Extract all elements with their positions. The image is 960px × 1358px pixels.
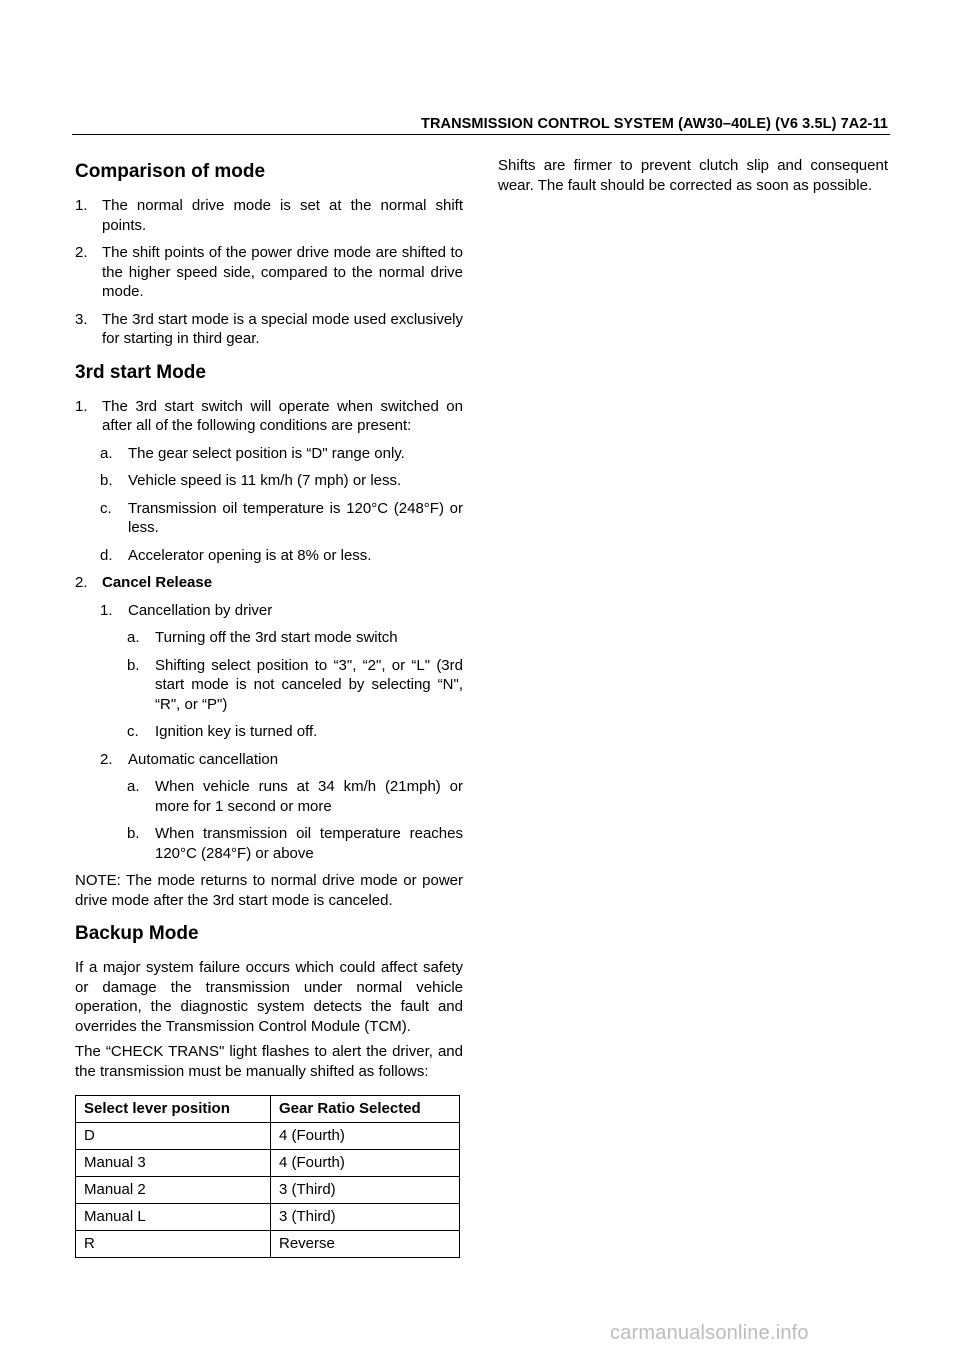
list-text: The 3rd start switch will operate when switched on after all of the following conditions are present:: [102, 397, 463, 434]
list-item: [75, 310, 463, 349]
list-letter: b.: [127, 825, 140, 842]
sub-list-item: [75, 750, 463, 770]
page-header: TRANSMISSION CONTROL SYSTEM (AW30–40LE) (V6 3.5L) 7A2-11: [420, 116, 888, 132]
table-cell: 3 (Third): [271, 1177, 460, 1204]
table-cell: 4 (Fourth): [271, 1123, 460, 1150]
list-text: Automatic cancellation: [128, 750, 279, 768]
note-paragraph: NOTE: The mode returns to normal drive mode or power drive mode after the 3rd start mode is canceled.: [75, 872, 463, 909]
backup-paragraph-1: If a major system failure occurs which could affect safety or damage the transmission under normal vehicle operation, the diagnostic system detects the fault and overrides the Transmission Control Module (TCM).: [75, 959, 463, 1035]
list-item: [75, 397, 463, 436]
list-number: 2.: [75, 244, 88, 261]
list-number: 2.: [75, 574, 88, 591]
list-text: When vehicle runs at 34 km/h (21mph) or more for 1 second or more: [155, 778, 463, 815]
sub-list-item: [75, 601, 463, 621]
list-number: 3.: [75, 310, 88, 328]
list-text: Shifting select position to “3", “2", or “L" (3rd start mode is not canceled by selecting “N", “R", or “P"): [155, 656, 463, 713]
backup-paragraph-2: The “CHECK TRANS" light flashes to alert the driver, and the transmission must be manually shifted as follows:: [75, 1043, 463, 1080]
list-number: 1.: [75, 397, 88, 415]
watermark-text: carmanualsonline.info: [610, 1322, 809, 1344]
list-text: Accelerator opening is at 8% or less.: [128, 546, 372, 564]
list-number: 1.: [75, 197, 88, 214]
list-item: [75, 196, 463, 235]
header-rule: [72, 134, 890, 135]
table-cell: R: [76, 1231, 271, 1258]
sub-sub-list-item: [75, 824, 463, 863]
list-text: Ignition key is turned off.: [155, 723, 318, 740]
table-header-cell: Gear Ratio Selected: [271, 1096, 460, 1123]
sub-list-item: [75, 444, 463, 464]
right-column: [498, 156, 888, 195]
sub-list-item: [75, 546, 463, 566]
table-row: [76, 1177, 460, 1204]
heading-3rd-start-mode: 3rd start Mode: [75, 361, 206, 383]
table-row: [76, 1123, 460, 1150]
table-cell: Reverse: [271, 1231, 460, 1258]
table-header-cell: Select lever position: [76, 1096, 271, 1123]
sub-list-item: [75, 499, 463, 538]
list-item: [75, 573, 463, 593]
list-text: The normal drive mode is set at the normal shift points.: [102, 197, 463, 234]
cancel-release-label: Cancel Release: [102, 574, 213, 591]
list-letter: a.: [127, 778, 140, 795]
list-letter: b.: [127, 656, 140, 674]
heading-backup-mode: Backup Mode: [75, 923, 199, 944]
list-letter: a.: [100, 444, 113, 462]
list-text: Cancellation by driver: [128, 601, 273, 619]
list-text: Transmission oil temperature is 120°C (248°F) or less.: [128, 499, 463, 536]
list-text: When transmission oil temperature reaches 120°C (284°F) or above: [155, 825, 463, 862]
table-cell: Manual 2: [76, 1177, 271, 1204]
list-text: The 3rd start mode is a special mode used exclusively for starting in third gear.: [102, 310, 463, 347]
list-number: 2.: [100, 750, 113, 768]
list-letter: a.: [127, 629, 140, 646]
comparison-list: [75, 196, 463, 349]
list-text: The shift points of the power drive mode are shifted to the higher speed side, compared to the normal drive mode.: [102, 244, 463, 300]
list-letter: c.: [127, 723, 139, 740]
table-cell: 4 (Fourth): [271, 1150, 460, 1177]
table-cell: 3 (Third): [271, 1204, 460, 1231]
heading-comparison-of-mode: Comparison of mode: [75, 161, 266, 182]
list-letter: c.: [100, 499, 112, 517]
sub-sub-list-item: [75, 722, 463, 742]
list-text: Turning off the 3rd start mode switch: [155, 629, 398, 646]
list-letter: b.: [100, 472, 113, 489]
list-letter: d.: [100, 546, 113, 564]
list-item: [75, 243, 463, 302]
table-cell: Manual 3: [76, 1150, 271, 1177]
gear-ratio-table: [75, 1095, 460, 1258]
sub-sub-list-item: [75, 628, 463, 648]
sub-list-item: [75, 471, 463, 491]
table-row: [76, 1231, 460, 1258]
left-column: [75, 160, 463, 1258]
table-row: [76, 1204, 460, 1231]
sub-sub-list-item: [75, 656, 463, 715]
list-number: 1.: [100, 601, 113, 619]
right-column-paragraph: Shifts are firmer to prevent clutch slip and consequent wear. The fault should be corrected as soon as possible.: [498, 157, 888, 194]
sub-sub-list-item: [75, 777, 463, 816]
table-header-row: [76, 1096, 460, 1123]
table-cell: D: [76, 1123, 271, 1150]
list-text: Vehicle speed is 11 km/h (7 mph) or less.: [128, 472, 402, 489]
table-cell: Manual L: [76, 1204, 271, 1231]
list-text: The gear select position is “D" range only.: [128, 444, 405, 462]
table-row: [76, 1150, 460, 1177]
